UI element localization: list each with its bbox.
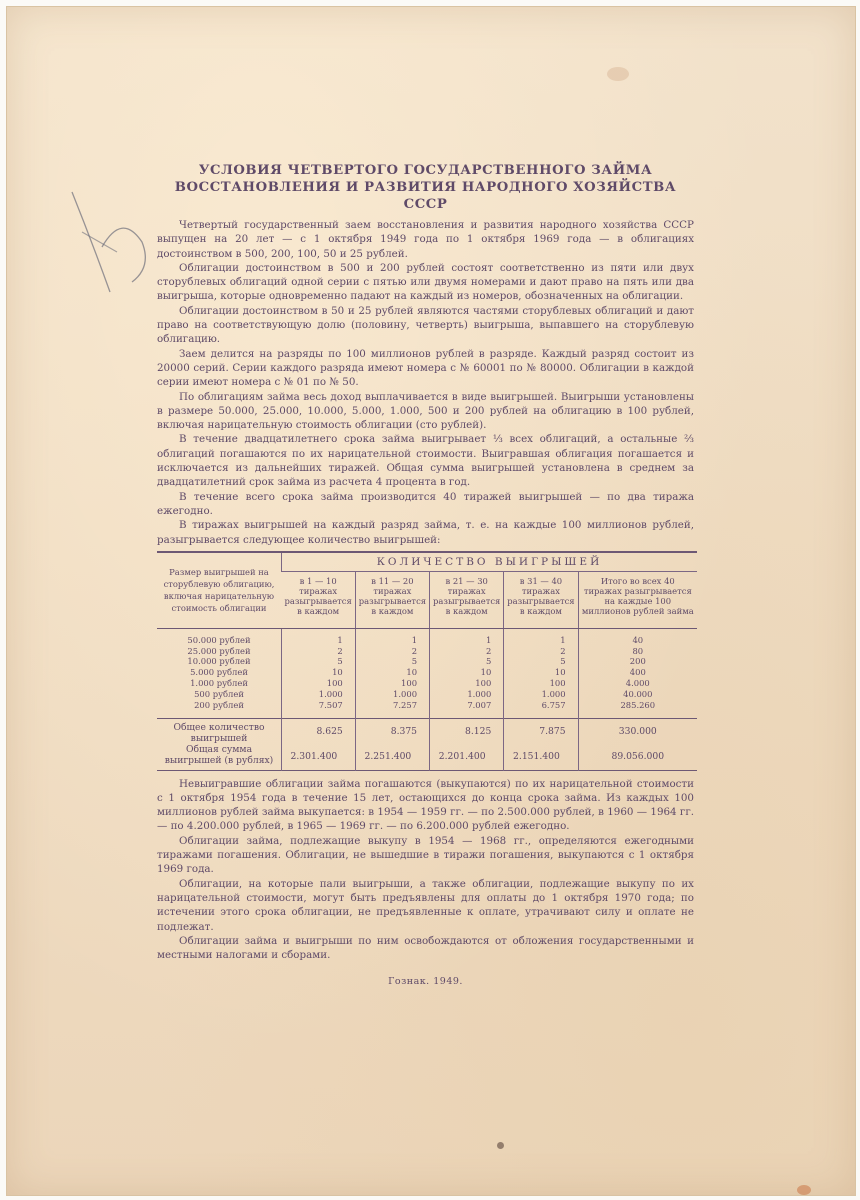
table-cell: 2.151.400 xyxy=(504,745,578,770)
paragraph: Облигации займа и выигрыши по ним освобождаются от обложения государственными и местными налогами и сборами. xyxy=(157,934,694,962)
paragraph: По облигациям займа весь доход выплачивается в виде выигрышей. Выигрыши установлены в размере 50.000, 25.000, 10.000, 5.000, 1.000, 500 и 200 рублей на облигацию в 100 рублей, включая нарицательную стоимость облигации (сто рублей). xyxy=(157,390,694,432)
table-cell: 5 xyxy=(355,656,429,667)
total-count-row xyxy=(157,719,697,745)
table-cell: 100 xyxy=(282,678,356,689)
table-cell: 285.260 xyxy=(578,700,697,719)
total-sum-row xyxy=(157,745,697,770)
table-cell: 8.625 xyxy=(282,719,356,745)
table-row xyxy=(157,667,697,678)
table-cell: 1 xyxy=(504,628,578,645)
imprint: Гознак. 1949. xyxy=(388,976,463,988)
table-cell: 1.000 xyxy=(430,689,504,700)
table-cell: 400 xyxy=(578,667,697,678)
total-count-label: Общее количество выигрышей xyxy=(157,719,282,745)
table-cell: 40.000 xyxy=(578,689,697,700)
table-cell: 80 xyxy=(578,646,697,657)
table-row xyxy=(157,700,697,719)
paragraph: Облигации займа, подлежащие выкупу в 1954 — 1968 гг., определяются ежегодными тиражами погашения. Облигации, не вышедшие в тиражи погашения, выкупаются с 1 октября 1969 года. xyxy=(157,834,694,876)
table-cell: 1 xyxy=(430,628,504,645)
bond-sheet xyxy=(6,6,856,1196)
table-cell: 4.000 xyxy=(578,678,697,689)
header-prize-size: Размер выигрышей на сторублевую облигацию, включая нарицательную стоимость облигации xyxy=(157,552,282,629)
table-cell: 8.125 xyxy=(430,719,504,745)
table-cell: 5 xyxy=(430,656,504,667)
paper-stain xyxy=(497,1142,504,1149)
prize-size-cell: 50.000 рублей xyxy=(187,634,251,645)
paragraph: В тиражах выигрышей на каждый разряд займа, т. е. на каждые 100 миллионов рублей, разыгрывается следующее количество выигрышей: xyxy=(157,519,694,546)
paragraph: Облигации достоинством в 50 и 25 рублей являются частями сторублевых облигаций и дают право на соответствующую долю (половину, четверть) выигрыша, выпавшего на сторублевую облигацию. xyxy=(157,304,694,346)
table-cell: 2 xyxy=(282,646,356,657)
paragraph: В течение двадцатилетнего срока займа выигрывает ⅓ всех облигаций, а остальные ⅔ облигаций погашаются по их нарицательной стоимости. Выигравшая облигация погашается и исключается из дальнейших тиражей. Общая сумма выигрышей установлена в среднем за двадцатилетний срок займа из расчета 4 процента в год. xyxy=(157,433,694,489)
prize-size-cell: 10.000 рублей xyxy=(187,656,251,667)
header-draws-31-40: в 31 — 40 тиражах разыгрывается в каждом xyxy=(504,571,578,628)
table-cell: 10 xyxy=(355,667,429,678)
table-cell: 2 xyxy=(430,646,504,657)
table-cell: 200 xyxy=(578,656,697,667)
table-cell: 100 xyxy=(430,678,504,689)
table-row xyxy=(157,689,697,700)
prize-size-cell: 500 рублей xyxy=(194,688,244,699)
table-cell: 1 xyxy=(355,628,429,645)
paper-stain xyxy=(607,67,629,81)
header-total-40-draws: Итого во всех 40 тиражах разыгрывается на каждые 100 миллионов рублей займа xyxy=(578,571,697,628)
table-cell: 5 xyxy=(504,656,578,667)
table-cell: 330.000 xyxy=(578,719,697,745)
table-row xyxy=(157,656,697,667)
document-title xyxy=(157,162,694,213)
paper-stain xyxy=(797,1185,811,1195)
header-draws-1-10: в 1 — 10 тиражах разыгрывается в каждом xyxy=(282,571,356,628)
table-cell: 2 xyxy=(355,646,429,657)
table-cell: 7.875 xyxy=(504,719,578,745)
table-row xyxy=(157,678,697,689)
prize-size-cell: 5.000 рублей xyxy=(190,667,248,678)
title-line-2: ВОССТАНОВЛЕНИЯ И РАЗВИТИЯ НАРОДНОГО ХОЗЯЙСТВА СССР xyxy=(174,180,677,212)
table-cell: 10 xyxy=(430,667,504,678)
table-cell: 1 xyxy=(282,628,356,645)
table-cell: 89.056.000 xyxy=(578,745,697,770)
table-cell: 2.251.400 xyxy=(355,745,429,770)
total-sum-label: Общая сумма выигрышей (в рублях) xyxy=(164,744,274,766)
pencil-mark xyxy=(62,172,172,312)
paragraph: Заем делится на разряды по 100 миллионов рублей в разряде. Каждый разряд состоит из 20000 серий. Серии каждого разряда имеют номера с № 60001 по № 80000. Облигации в каждой серии имеют номера с № 01 по № 50. xyxy=(157,347,694,389)
prize-size-cell: 25.000 рублей xyxy=(187,645,251,656)
prize-size-cell: 1.000 рублей xyxy=(190,678,248,689)
table-cell: 2 xyxy=(504,646,578,657)
table-cell: 1.000 xyxy=(504,689,578,700)
table-cell: 2.201.400 xyxy=(430,745,504,770)
paragraph: Облигации достоинством в 500 и 200 рублей состоят соответственно из пяти или двух сторублевых облигаций одной серии с пятью или двумя номерами и дают право на пять или два выигрыша, которые одновременно падают на каждый из номеров, обозначенных на облигации. xyxy=(157,261,694,303)
paragraph: Четвертый государственный заем восстановления и развития народного хозяйства СССР выпущен на 20 лет — с 1 октября 1949 года по 1 октября 1969 года — в облигациях достоинством в 500, 200, 100, 50 и 25 рублей. xyxy=(157,219,694,260)
table-cell: 40 xyxy=(578,628,697,645)
table-row xyxy=(157,628,697,645)
table-cell: 2.301.400 xyxy=(282,745,356,770)
table-cell: 100 xyxy=(355,678,429,689)
paragraph: Невыигравшие облигации займа погашаются (выкупаются) по их нарицательной стоимости с 1 октября 1954 года в течение 15 лет, остающихся до конца срока займа. Из каждых 100 миллионов рублей займа выкупается: в 1954 — 1959 гг. — по 2.500.000 рублей, в 1960 — 1964 гг. — по 4.200.000 рублей, в 1965 — 1969 гг. — по 6.200.000 рублей ежегодно. xyxy=(157,777,694,833)
table-cell: 7.007 xyxy=(430,700,504,719)
table-cell: 7.507 xyxy=(282,700,356,719)
table-cell: 1.000 xyxy=(355,689,429,700)
table-cell: 1.000 xyxy=(282,689,356,700)
header-draws-11-20: в 11 — 20 тиражах разыгрывается в каждом xyxy=(355,571,429,628)
paragraph: Облигации, на которые пали выигрыши, а также облигации, подлежащие выкупу по их нарицательной стоимости, могут быть предъявлены для оплаты до 1 октября 1970 года; по истечении этого срока облигации, не предъявленные к оплате, утрачивают силу и оплате не подлежат. xyxy=(157,877,694,933)
header-prize-count: КОЛИЧЕСТВО ВЫИГРЫШЕЙ xyxy=(282,552,698,572)
paragraph: В течение всего срока займа производится 40 тиражей выигрышей — по два тиража ежегодно. xyxy=(157,490,694,517)
table-cell: 100 xyxy=(504,678,578,689)
header-draws-21-30: в 21 — 30 тиражах разыгрывается в каждом xyxy=(430,571,504,628)
table-cell: 7.257 xyxy=(355,700,429,719)
table-cell: 10 xyxy=(504,667,578,678)
terms-text xyxy=(157,162,694,987)
prize-rows xyxy=(157,628,697,719)
prize-size-cell: 200 рублей xyxy=(194,699,244,710)
table-cell: 5 xyxy=(282,656,356,667)
table-row xyxy=(157,646,697,657)
title-line-1: УСЛОВИЯ ЧЕТВЕРТОГО ГОСУДАРСТВЕННОГО ЗАЙМА xyxy=(198,163,653,178)
table-cell: 6.757 xyxy=(504,700,578,719)
table-cell: 8.375 xyxy=(355,719,429,745)
table-cell: 10 xyxy=(282,667,356,678)
prize-table xyxy=(157,551,697,771)
